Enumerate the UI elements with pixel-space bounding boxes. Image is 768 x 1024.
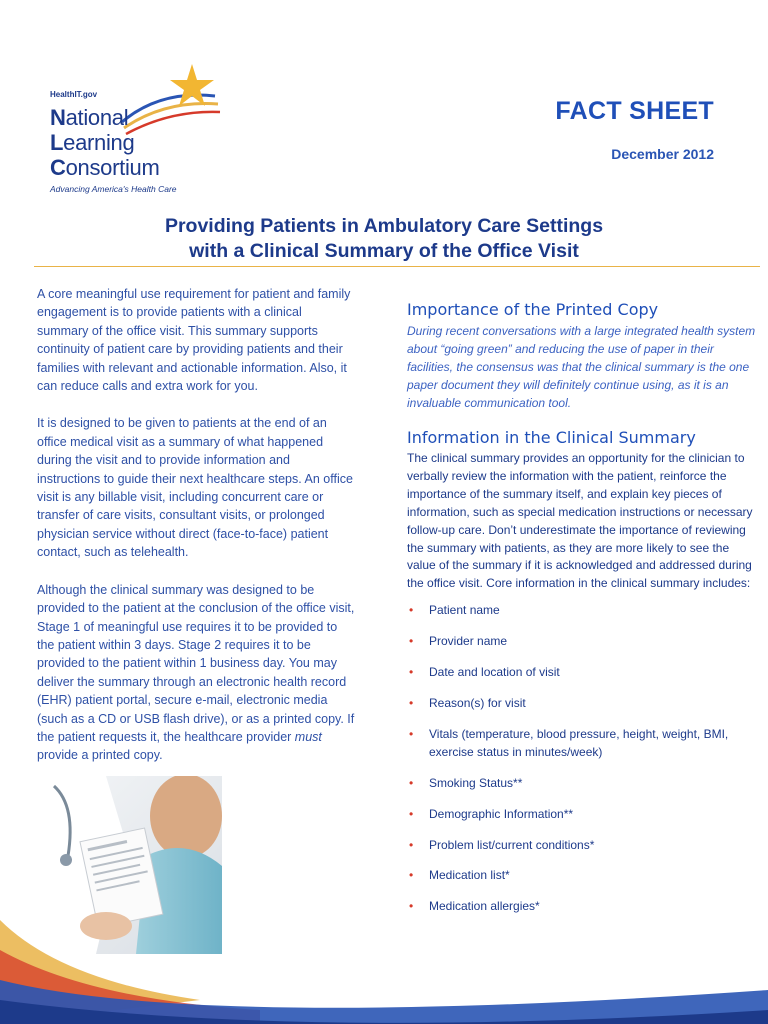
list-item: • Medication allergies* — [407, 898, 759, 916]
logo-line-consortium: Consortium — [50, 155, 160, 180]
section-heading-clinical-summary: Information in the Clinical Summary — [407, 428, 696, 447]
paragraph-2: It is designed to be given to patients at the end of an office medical visit as a summary of what happened during the visit and to provide information and instructions to guide their next healthcare steps. An office visit is any billable visit, including concurrent care or transfer of care visits, consultant visits, or prolonged physician service without direct (face-to-face) patient contact, such as telehealth. — [37, 416, 353, 560]
bullet-icon: • — [409, 837, 414, 852]
title-line-2: with a Clinical Summary of the Office Visit — [189, 240, 579, 262]
title-line-1: Providing Patients in Ambulatory Care Settings — [164, 215, 604, 237]
bullet-icon: • — [409, 868, 414, 883]
list-item: • Patient name — [407, 602, 759, 620]
fact-sheet-date: December 2012 — [611, 146, 714, 162]
printed-copy-text: During recent conversations with a large integrated health system about “going green” and reducing the use of paper in their facilities, the consensus was that the clinical summary is the one paper document they will definitely continue using, as it is an invaluable communication tool. — [407, 324, 756, 410]
logo-tagline: Advancing America's Health Care — [50, 184, 177, 194]
bullet-icon: • — [409, 634, 414, 649]
consortium-logo — [40, 60, 210, 200]
list-item: • Provider name — [407, 633, 759, 651]
logo-line-national: National — [50, 105, 129, 130]
document-title — [34, 214, 734, 264]
emphasis-must: must — [294, 729, 322, 744]
title-divider — [34, 266, 760, 267]
bullet-icon: • — [409, 726, 414, 741]
list-item: • Reason(s) for visit — [407, 695, 759, 713]
paragraph-1: A core meaningful use requirement for patient and family engagement is to provide patients with a clinical summary of the office visit. This summary supports continuity of patient care by providing patients and their families with relevant and actionable information. Also, it can reduce calls and extra work for you. — [37, 287, 351, 394]
list-item: • Demographic Information** — [407, 806, 759, 824]
left-column — [37, 285, 355, 784]
bullet-icon: • — [409, 665, 414, 680]
healthit-gov-label: HealthIT.gov — [50, 90, 98, 99]
right-column — [407, 300, 759, 929]
paragraph-3: Although the clinical summary was designed to be provided to the patient at the conclusion of the office visit, Stage 1 of meaningful use requires it to be provided to the patient within 3 days. Stage 2 requires it to be provided to the patient within 1 business day. You may deliver the summary through an electronic health record (EHR) patient portal, secure e-mail, electronic media (such as a CD or USB flash drive), or as a printed copy. If the patient requests it, the healthcare provider must provide a printed copy. — [37, 582, 355, 763]
core-information-list — [407, 602, 759, 916]
list-item: • Vitals (temperature, blood pressure, height, weight, BMI, exercise status in minutes/week) — [409, 726, 729, 759]
star-icon — [120, 60, 230, 135]
section-heading-printed-copy: Importance of the Printed Copy — [407, 300, 659, 319]
clinical-summary-text: The clinical summary provides an opportunity for the clinician to verbally review the information with the patient, reinforce the importance of the summary itself, and explain key pieces of information, such as special medication instructions or necessary follow-up care. Don’t underestimate the importance of reviewing the summary with patients, as they are more likely to see the value of the summary if it is acknowledged and addressed during the office visit. Core information in the clinical summary includes: — [407, 451, 753, 591]
bullet-icon: • — [409, 775, 414, 790]
fact-sheet-title: FACT SHEET — [555, 97, 714, 125]
bullet-icon: • — [409, 899, 414, 914]
bullet-icon: • — [409, 695, 414, 710]
list-item: • Problem list/current conditions* — [407, 837, 759, 855]
bullet-icon: • — [409, 603, 414, 618]
list-item: • Smoking Status** — [407, 775, 759, 793]
logo-line-learning: Learning — [50, 130, 135, 155]
bullet-icon: • — [409, 806, 414, 821]
list-item: • Date and location of visit — [407, 664, 759, 682]
list-item: • Medication list* — [407, 867, 759, 885]
